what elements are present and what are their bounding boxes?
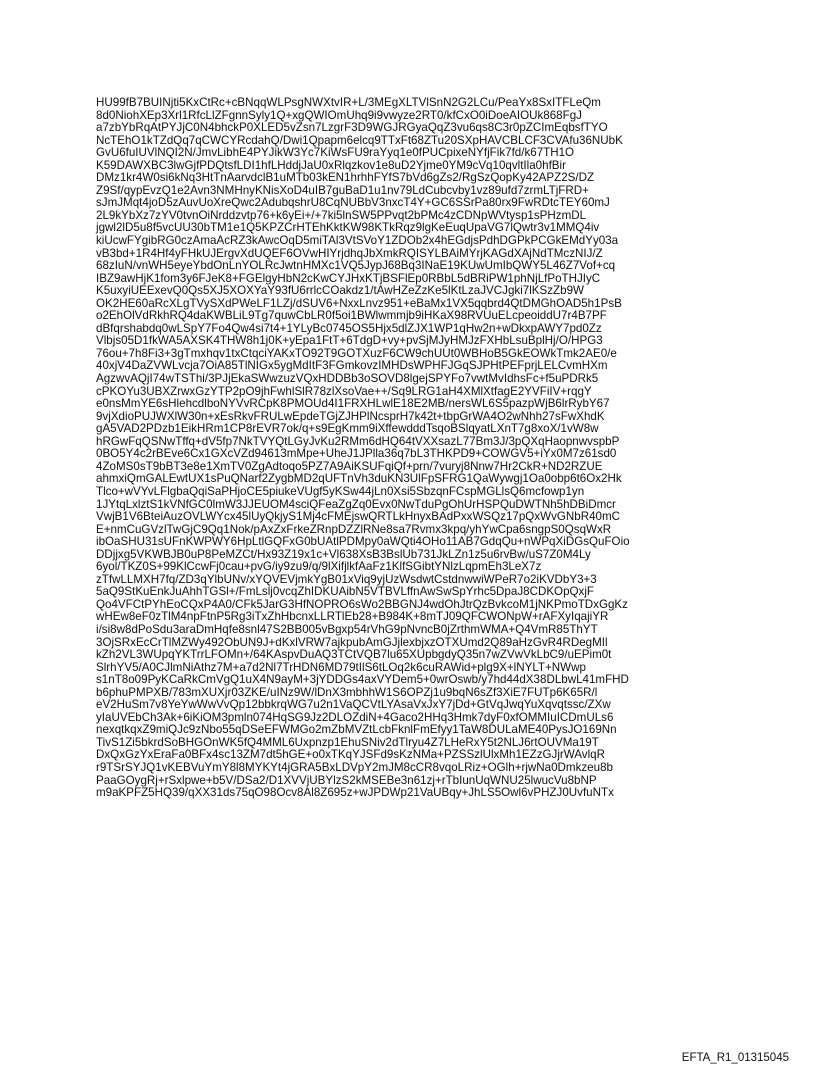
text-line: ibOaSHU31sUFnKWPWY6HpLtlGQFxG0bUAtlPDMpy0aWQti4OHo11AB7GdqQu+nWPqXiDGsQuFOio — [96, 535, 630, 549]
text-line: 4ZoMS0sT9bBT3e8e1XmTV0ZgAdtoqo5PZ7A9AiKSUFqiQf+prn/7vuryj8Nnw7Hr2CkR+ND2RZUE — [96, 459, 603, 473]
text-line: i/si8w8dPoSdu3araDmHqfe8snl47S2BB005vBgxp54rVhG9pNvncB0jZrthmWMA+Q4VmR85ThYT — [96, 622, 598, 636]
text-line: b6phuPMPXB/783mXUXjr03ZKE/uINz9W/lDnX3mbhhW1S6OPZj1u9bqN6sZf3XiE7FUTp6K65R/l — [96, 685, 598, 699]
text-line: GvU6fuIUVlNQI2N/JmvLibhE4PYJikW3Yc7KiWsFU9raYyq1e0fPUCpixeNYfjFik7fd/k67TH1O — [96, 146, 575, 160]
text-line: 40xjV4DaZVWLvcja7OiA85TlNIGx5ygMdItF3FGmkovzIMHDsWPHFJGqSJPHtPEFprjLELCvmHXm — [96, 359, 608, 373]
text-line: e0nsMmYE6sHlehcdlboNYVvRCpK8PMOUd4I1FRXHLwlE18E2MB/nersWL6S5pazpWjB6lrRybY67 — [96, 397, 610, 411]
text-line: DMz1kr4W0si6kNq3HtTnAarvdclB1uMTb03kEN1hrhhFYfS7bVd6gZs2/RgSzQopKy42APZ2S/DZ — [96, 171, 595, 185]
text-line: nexqtkqxZ9miQJc9zNbo55qDSeEFWMGo2mZbMVZtLcbFknlFmEfyy1TaW8DULaME40PysJO169Nn — [96, 723, 617, 737]
text-line: Z9Sf/qypEvzQ1e2Avn3NMHnyKNisXoD4uIB7guBaD1u1nv79LdCubcvby1vz89ufd7zrmLTjFRD+ — [96, 183, 589, 197]
text-line: a7zbYbRqAtPYJjC0N4bhckP0XLED5vZsn7LzgrF3D9WGJRGyaQqZ3vu6qs8C3r0pZCImEqbsfTYO — [96, 121, 608, 135]
text-line: 2L9kYbXz7zYV0tvnOiNrddzvtp76+k6yEi+/+7ki5lnSW5PPvqt2bPMc4zCDNpWVtysp1sPHzmDL — [96, 208, 587, 222]
text-line: SlrhYV5/A0CJlmNiAthz7M+a7d2Nl7TrHDN6MD79tIlS6tLOq2k6cuRAWid+plg9X+lNYLT+NWwp — [96, 660, 586, 674]
text-line: gA5VAD2PDzb1EikHRm1CP8rEVR7ok/q+s9EgKmm9iXffewdddTsqoBSlqyatLXnT7g8xoX/1vW8w — [96, 422, 599, 436]
text-line: VwjB1V6BteiAuzOVLWYcx45lUyQkjyS1Mj4cFMEjswQRTLkHnyxBAdPxxWSQz17pQxWvGNbR40mC — [96, 510, 620, 524]
text-line: wHEw8eF0zTlM4npFtnP5Rg3iTxZhHbcnxLLRTlEb28+B984K+8mTJ09QFCWONpW+rAFXyIqajiYR — [96, 610, 609, 624]
text-line: Qo4VFCtPYhEoCQxP4A0/CFk5JarG3HfNOPRO6sWo2BBGNJ4wdOhJtrQzBvkcoM1jNKPmoTDxGgKz — [96, 597, 628, 611]
text-line: DDjjxg5VKWBJB0uP8PeMZCt/Hx93Z19x1c+Vl638XsB3BslUb731JkLZn1z5u6rvBw/uS7Z0M4Ly — [96, 547, 591, 561]
text-line: m9aKPFZ5HQ39/qXX31ds75qO98Ocv8Al8Z695z+wJPDWp21VaUBqy+JhLS5Owl6vPHZJ0UvfuNTx — [96, 786, 614, 800]
text-line: 68zIuN/vnWH5eyeYbdOnLnYOLRcJwtnHMXc1VQ5JypJ68Bq3INaE19KUwUmIbQWY5L46Z7Vof+cq — [96, 259, 616, 273]
text-line: jgwl2lD5u8f5vcUU30bTM1e1Q5KPZCrHTEhKktKW98KTkRqz9lgKeEuqUpaVG7lQwtr3v1MMQ4iv — [96, 221, 600, 235]
text-line: o2EhOlVdRkhRQ4daKWBLiL9Tg7quwCbLR0f5oi1BWlwmmjb9iHKaX98RVUuELcpeoiddU7r4B7PF — [96, 309, 607, 323]
text-line: DxQxGzYxEraFa0BFx4sc13ZM7dt5hGE+o0xTKqYJSFd9sKzNMa+PZSSzlUlxMh1EZzGJjrWAvlqR — [96, 748, 605, 762]
text-line: zTfwLLMXH7fq/ZD3qYlbUNv/xYQVEVjmkYgB01xViq9yjUzWsdwtCstdnwwiWPeR7o2iKVDbY3+3 — [96, 572, 597, 586]
document-id-stamp: EFTA_R1_01315045 — [681, 1052, 789, 1064]
text-line: kZh2VL3WUpqYKTrrLFOMn+/64KAspvDuAQ3TCtVQB7lu65XUpbgdyQ35n7wZVwVkLbC9/uEPim0t — [96, 648, 612, 662]
text-line: yIaUVEbCh3Ak+6iKiOM3pmln074HqSG9Jz2DLOZdiN+4Gaco2HHq3Hmk7dyF0xfOMMIuICDmULs6 — [96, 710, 614, 724]
text-line: 76ou+7h8Fi3+3gTmxhqv1txCtqciYAKxTO92T9GOTXuzF6CW9chUUt0WBHoB5GkEOWkTmk2AE0/e — [96, 346, 617, 360]
text-line: dBfqrshabdq0wLSpY7Fo4Qw4si7t4+1YLyBc0745OS5Hjx5dlZJX1WP1qHw2n+wDkxpAWY7pd0Zz — [96, 321, 602, 335]
text-line: E+nmCuGVzlTwGjC9Qq1Nok/pAxZxFrkeZRnpDZZlRNe8sa7Rvmx3kpq/yhYwCpa6sngpS0QsqWxR — [96, 522, 612, 536]
text-line: K59DAWXBC3lwGjfPDQtsfLDI1hfLHddjJaU0xRlqzkov1e8uD2Yjme0YM9cVq10qvltIla0hfBir — [96, 158, 566, 172]
text-line: s1nT8o09PyKCaRkCmVgQ1uX4N9ayM+3jYDDGs4axVYDem5+0wrOswb/y7hd44dX38DLbwL41mFHD — [96, 673, 629, 687]
text-line: cPKOYu3UBXZrwxGzYTP2pO9jhFwhlSlR78zlXsoVae++/Sq9LRG1aH4XMlXtfagE2YVFiIV+rqgY — [96, 384, 592, 398]
text-line: 1JYtqLxlztS1kVNfGC0lmW3JJEUOM4sciQFeaZgZq0Evx0NwTduPgOhUrHSPQuDWTNh5hDBiDmcr — [96, 497, 616, 511]
text-line: 6yol/TKZ0S+99KlCcwFj0cau+pvG/iy9zu9/q/9lXifjlkfAaFz1KlfSGibtYNlzLqpmEh3LeX7z — [96, 560, 542, 574]
text-line: sJmJMqt4joD5zAuvUoXreQwc2AdubqshrU8CqNUBbV3nxcT4Y+GC6SSrPa80rx9FwRDtcTEY60mJ — [96, 196, 610, 210]
text-line: OK2HE60aRcXLgTVySXdPWeLF1LZj/dSUV6+NxxLnvz951+eBaMx1VX5qqbrd4QtDMGhOAD5h1PsB — [96, 296, 622, 310]
text-line: 0BO5Y4c2rBEve6Cx1GXcVZd94613mMpe+UheJ1JPlla36q7bL3THKPD9+COWGV5+iYx0M7z61sd0 — [96, 447, 617, 461]
text-line: r9TSrSYJQ1vKEBVuYmY8l8MYKYt4jGRA5BxLDVpY2mJM8cCR8vqoLRiz+OGlh+rjwNa0Dmkzeu8b — [96, 760, 613, 774]
text-line: HU99fB7BUINjti5KxCtRc+cBNqqWLPsgNWXtvIR+L/3MEgXLTVlSnN2G2LCu/PeaYx8SxITFLeQm — [96, 96, 601, 109]
text-line: Tlco+wVYvLFlgbaQqiSaPHjoCE5piukeVUgf5yKSw44jLn0Xsi5SbzqnFCspMGLlsQ6mcfowp1yn — [96, 484, 585, 498]
text-line: 3OjSRxEcCrTlMZWy492ObUN9J+dKxlVRW7ajkpubAmGJjlexbjxzOTXUmd2Q89aHzGvR4RDegMIl — [96, 635, 608, 649]
text-line: TivS1Zi5bkrdSoBHGOnWK5fQ4MML6Uxpnzp1EhuSNiv2dTlryu4Z7LHeRxY5t2NLJ6rtOUVMa19T — [96, 735, 599, 749]
text-line: 8d0NiohXEp3Xrl1RfcLlZFgnnSyly1Q+xgQWIOmUhq9i9vwyze2RT0/kfCxO0iDoeAIOUk868FgJ — [96, 108, 582, 122]
text-line: Vlbjs05D1fkWA5AXSK4THW8h1j0K+yEpa1FtT+6TdgD+vy+pvSjMJyHMJzFXHbLsuBplHj/O/HPG3 — [96, 334, 603, 348]
encoded-text-block — [96, 97, 696, 800]
text-line: K5uxyiUEExevQ0Qs5XJ5XOXYaY93fU6rrlcCOakdz1/tAwHZeZzKe5lKtLzaJVCJgki7lKSzZb9W — [96, 284, 584, 298]
text-line: hRGwFqQSNwTffq+dV5fp7NkTVYQtLGyJvKu2RMm6dHQ64tVXXsazL77Bm3J/3pQXqHaopnwvspbP — [96, 434, 620, 448]
text-line: ahmxiQmGALEwtUX1sPuQNarf2ZygbMD2qUFTnVh3duKN3UlFpSFRG1QaWywgj1Oa0obp6t6Ox2Hk — [96, 472, 622, 486]
text-line: IBZ9awHjK1fom3y6FJeK8+FGElgyHbN2cKwCYJHxKTjBSFlEp0RBbL5dBRiPW1phNjLfPoTHJIyC — [96, 271, 601, 285]
text-line: eV2HuSm7v8YeYwWwVvQp12bbkrqWG7u2n1VaQCVtLYAsaVxJxY7jDd+GtVqJwqYuXqvqtssc/ZXw — [96, 698, 611, 712]
text-line: 9vjXdioPUJWXlW30n+xEsRkvFRULwEpdeTGjZJHPlNcsprH7k42t+tbpGrWA4O2wNhh27sFwXhdK — [96, 409, 605, 423]
text-line: vB3bd+1R4Hf4yFHkUJErgvXdUQEF6OVwHIYrjdhqJbXmkRQISYLBAiMYrjKAGdXAjNdTMczNIJ/Z — [96, 246, 603, 260]
text-line: AgzwvAQjI74wTSThi/3PJjEkaSWwzuzVQxHDDBb3oSOVD8lgejSPYFo7vwtMvIdhsFc+f5uPDRk5 — [96, 372, 599, 386]
text-line: PaaGOygRj+rSxlpwe+b5V/DSa2/D1XVVjUBYlzS2kMSEBe3n61zj+rTbIunUqWNU25lwucVu8bNP — [96, 773, 597, 787]
text-line: kiUcwFYgibRG0czAmaAcRZ3kAwcOqD5miTAl3VtSVoY1ZDOb2x4hEGdjsPdhDGPkPCGkEMdYy03a — [96, 234, 619, 248]
text-line: 5aQ9StKuEnkJuAhhTGSl+/FmLslj0vcqZhIDKUAibN5VTBVLffnAwSwSpYrhc5DpaJ8CDKOpQxjF — [96, 585, 594, 599]
text-line: NcTEhO1kTZdQq7qCWCYRcdahQ/Dwi1Qpapm6elcq9TTxFt68ZTu20SXpHAVCBLCF3CVAfu36NUbK — [96, 133, 623, 147]
